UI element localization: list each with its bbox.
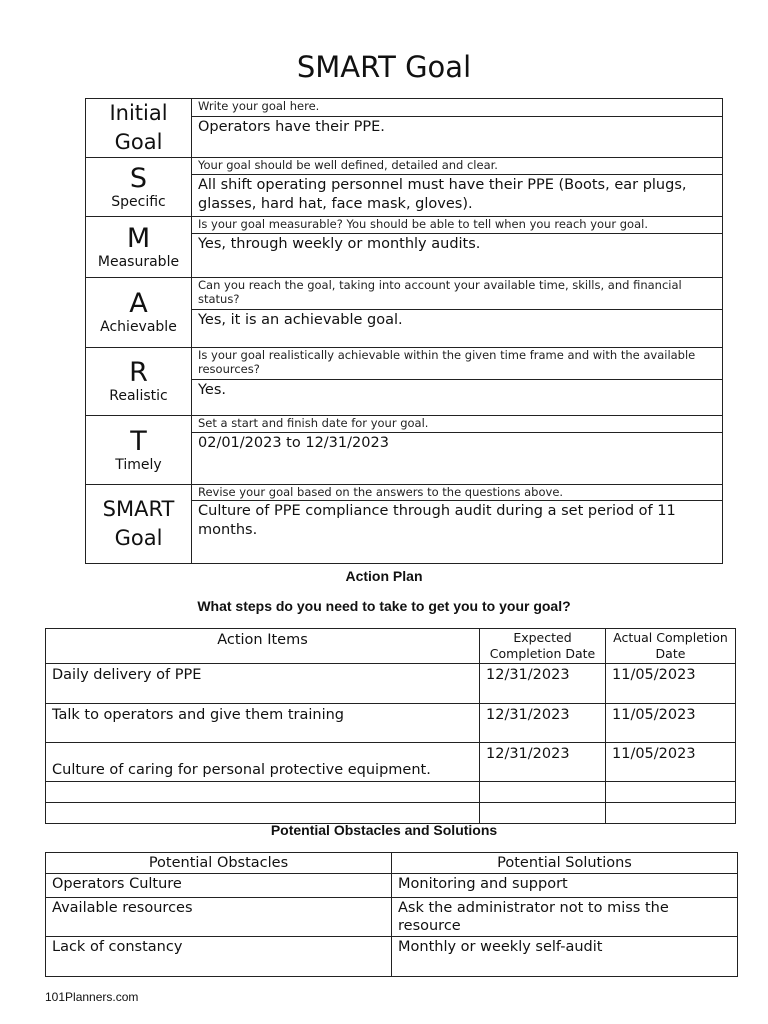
initial-label-line1: Initial (109, 101, 168, 125)
actual-date-header: Actual Completion Date (606, 629, 736, 664)
table-row (46, 874, 738, 898)
expected-date-cell[interactable] (480, 782, 606, 803)
action-item-cell[interactable]: Daily delivery of PPE (46, 664, 480, 704)
obstacles-heading: Potential Obstacles and Solutions (270, 822, 498, 838)
obstacles-table (45, 852, 738, 977)
measurable-label (86, 217, 192, 278)
table-row (46, 704, 736, 743)
realistic-letter: R (129, 357, 148, 388)
footer-brand: 101Planners.com (45, 990, 139, 1004)
action-plan-question: What steps do you need to take to get you to your goal? (197, 598, 571, 614)
smart-goal-table (85, 98, 723, 564)
solution-cell[interactable]: Monitoring and support (392, 874, 738, 898)
table-row (46, 898, 738, 937)
action-item-cell[interactable]: Culture of caring for personal protective equipment. (46, 743, 480, 782)
specific-word: Specific (111, 193, 166, 210)
measurable-letter: M (126, 222, 151, 254)
measurable-answer[interactable]: Yes, through weekly or monthly audits. (192, 234, 723, 278)
obstacle-cell[interactable]: Available resources (46, 898, 392, 937)
realistic-answer[interactable]: Yes. (192, 380, 723, 416)
achievable-label (86, 278, 192, 348)
solution-cell[interactable]: Ask the administrator not to miss the resource (392, 898, 738, 937)
solution-cell[interactable]: Monthly or weekly self-audit (392, 937, 738, 977)
initial-goal-answer[interactable]: Operators have their PPE. (192, 116, 723, 157)
initial-goal-prompt: Write your goal here. (192, 99, 723, 117)
table-row (46, 803, 736, 824)
expected-date-cell[interactable]: 12/31/2023 (480, 743, 606, 782)
initial-label-line2: Goal (114, 130, 163, 154)
smart-goal-answer[interactable]: Culture of PPE compliance through audit during a set period of 11 months. (192, 501, 723, 564)
obstacle-cell[interactable]: Lack of constancy (46, 937, 392, 977)
table-row (46, 782, 736, 803)
timely-answer[interactable]: 02/01/2023 to 12/31/2023 (192, 433, 723, 485)
smart-label-line2: Goal (114, 526, 163, 550)
specific-prompt: Your goal should be well defined, detailed and clear. (192, 158, 723, 175)
expected-date-cell[interactable] (480, 803, 606, 824)
specific-label (86, 158, 192, 217)
actual-date-cell[interactable] (606, 782, 736, 803)
realistic-label (86, 348, 192, 416)
actual-date-cell[interactable]: 11/05/2023 (606, 664, 736, 704)
realistic-prompt: Is your goal realistically achievable within the given time frame and with the available resources? (192, 348, 723, 380)
smart-goal-label (86, 485, 192, 564)
timely-label (86, 416, 192, 485)
smart-label-line1: SMART (102, 497, 175, 521)
actual-date-cell[interactable]: 11/05/2023 (606, 743, 736, 782)
achievable-word: Achievable (100, 319, 177, 335)
achievable-answer[interactable]: Yes, it is an achievable goal. (192, 310, 723, 348)
measurable-word: Measurable (97, 253, 180, 270)
achievable-prompt: Can you reach the goal, taking into account your available time, skills, and financial status? (192, 278, 723, 310)
timely-prompt: Set a start and finish date for your goal. (192, 416, 723, 433)
specific-letter: S (129, 162, 148, 194)
expected-date-cell[interactable]: 12/31/2023 (480, 664, 606, 704)
actual-date-cell[interactable]: 11/05/2023 (606, 704, 736, 743)
actual-date-cell[interactable] (606, 803, 736, 824)
action-plan-table (45, 628, 736, 824)
measurable-prompt: Is your goal measurable? You should be able to tell when you reach your goal. (192, 217, 723, 234)
table-row (46, 743, 736, 782)
specific-answer[interactable]: All shift operating personnel must have their PPE (Boots, ear plugs, glasses, hard hat, face mask, gloves). (192, 175, 723, 217)
timely-letter: T (130, 425, 147, 457)
realistic-word: Realistic (109, 388, 168, 404)
smart-goal-prompt: Revise your goal based on the answers to the questions above. (192, 485, 723, 501)
expected-date-header: Expected Completion Date (480, 629, 606, 664)
timely-word: Timely (115, 456, 162, 473)
table-row (46, 664, 736, 704)
action-plan-heading: Action Plan (345, 568, 423, 584)
obstacle-cell[interactable]: Operators Culture (46, 874, 392, 898)
table-row (46, 937, 738, 977)
achievable-letter: A (129, 288, 148, 319)
obstacles-header: Potential Obstacles (46, 853, 392, 874)
page-title: SMART Goal (296, 50, 472, 84)
action-item-cell[interactable] (46, 782, 480, 803)
expected-date-cell[interactable]: 12/31/2023 (480, 704, 606, 743)
solutions-header: Potential Solutions (392, 853, 738, 874)
initial-goal-label (86, 99, 192, 158)
action-item-cell[interactable] (46, 803, 480, 824)
action-item-cell[interactable]: Talk to operators and give them training (46, 704, 480, 743)
action-items-header: Action Items (46, 629, 480, 664)
